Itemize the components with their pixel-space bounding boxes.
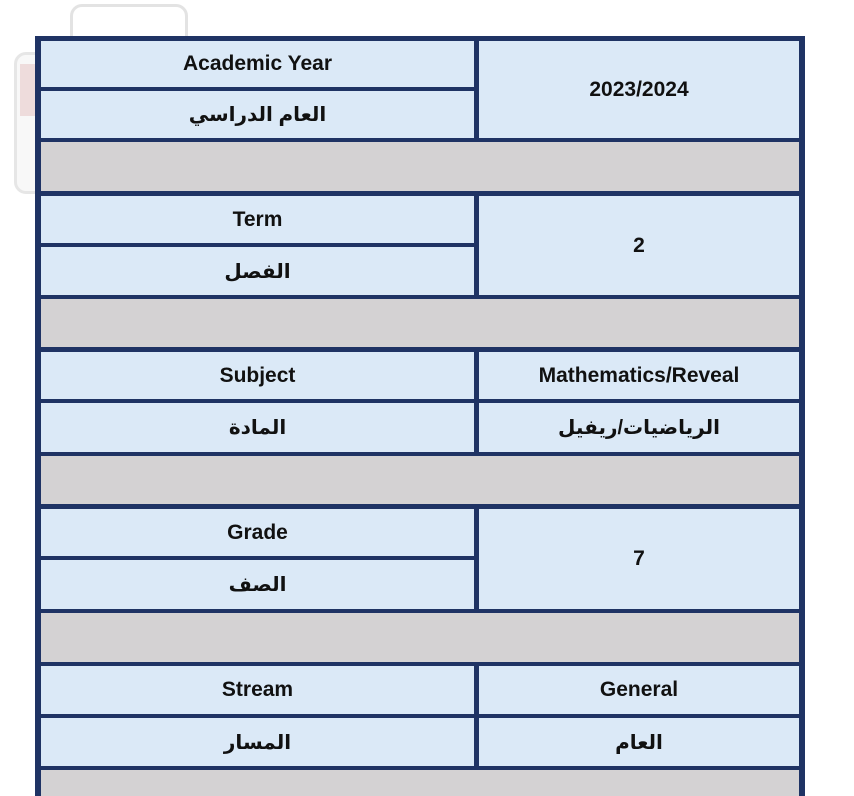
subject-label-ar: المادة: [41, 403, 474, 452]
grade-value: 7: [479, 509, 799, 609]
subject-label-en: Subject: [41, 352, 474, 399]
row-separator: [41, 142, 799, 191]
term-value: 2: [479, 196, 799, 295]
info-table: [35, 36, 805, 796]
grade-label-ar: الصف: [41, 560, 474, 609]
stream-value-en: General: [479, 666, 799, 714]
stream-value-ar: العام: [479, 718, 799, 766]
stream-label-en: Stream: [41, 666, 474, 714]
stream-label-ar: المسار: [41, 718, 474, 766]
subject-value-ar: الرياضيات/ريفيل: [479, 403, 799, 452]
academic-year-value: 2023/2024: [479, 41, 799, 138]
academic-year-label-en: Academic Year: [41, 41, 474, 87]
row-separator: [41, 456, 799, 504]
row-separator: [41, 299, 799, 347]
row-separator: [41, 770, 799, 796]
grade-label-en: Grade: [41, 509, 474, 556]
academic-year-label-ar: العام الدراسي: [41, 91, 474, 138]
term-label-en: Term: [41, 196, 474, 243]
subject-value-en: Mathematics/Reveal: [479, 352, 799, 399]
term-label-ar: الفصل: [41, 247, 474, 295]
row-separator: [41, 613, 799, 662]
